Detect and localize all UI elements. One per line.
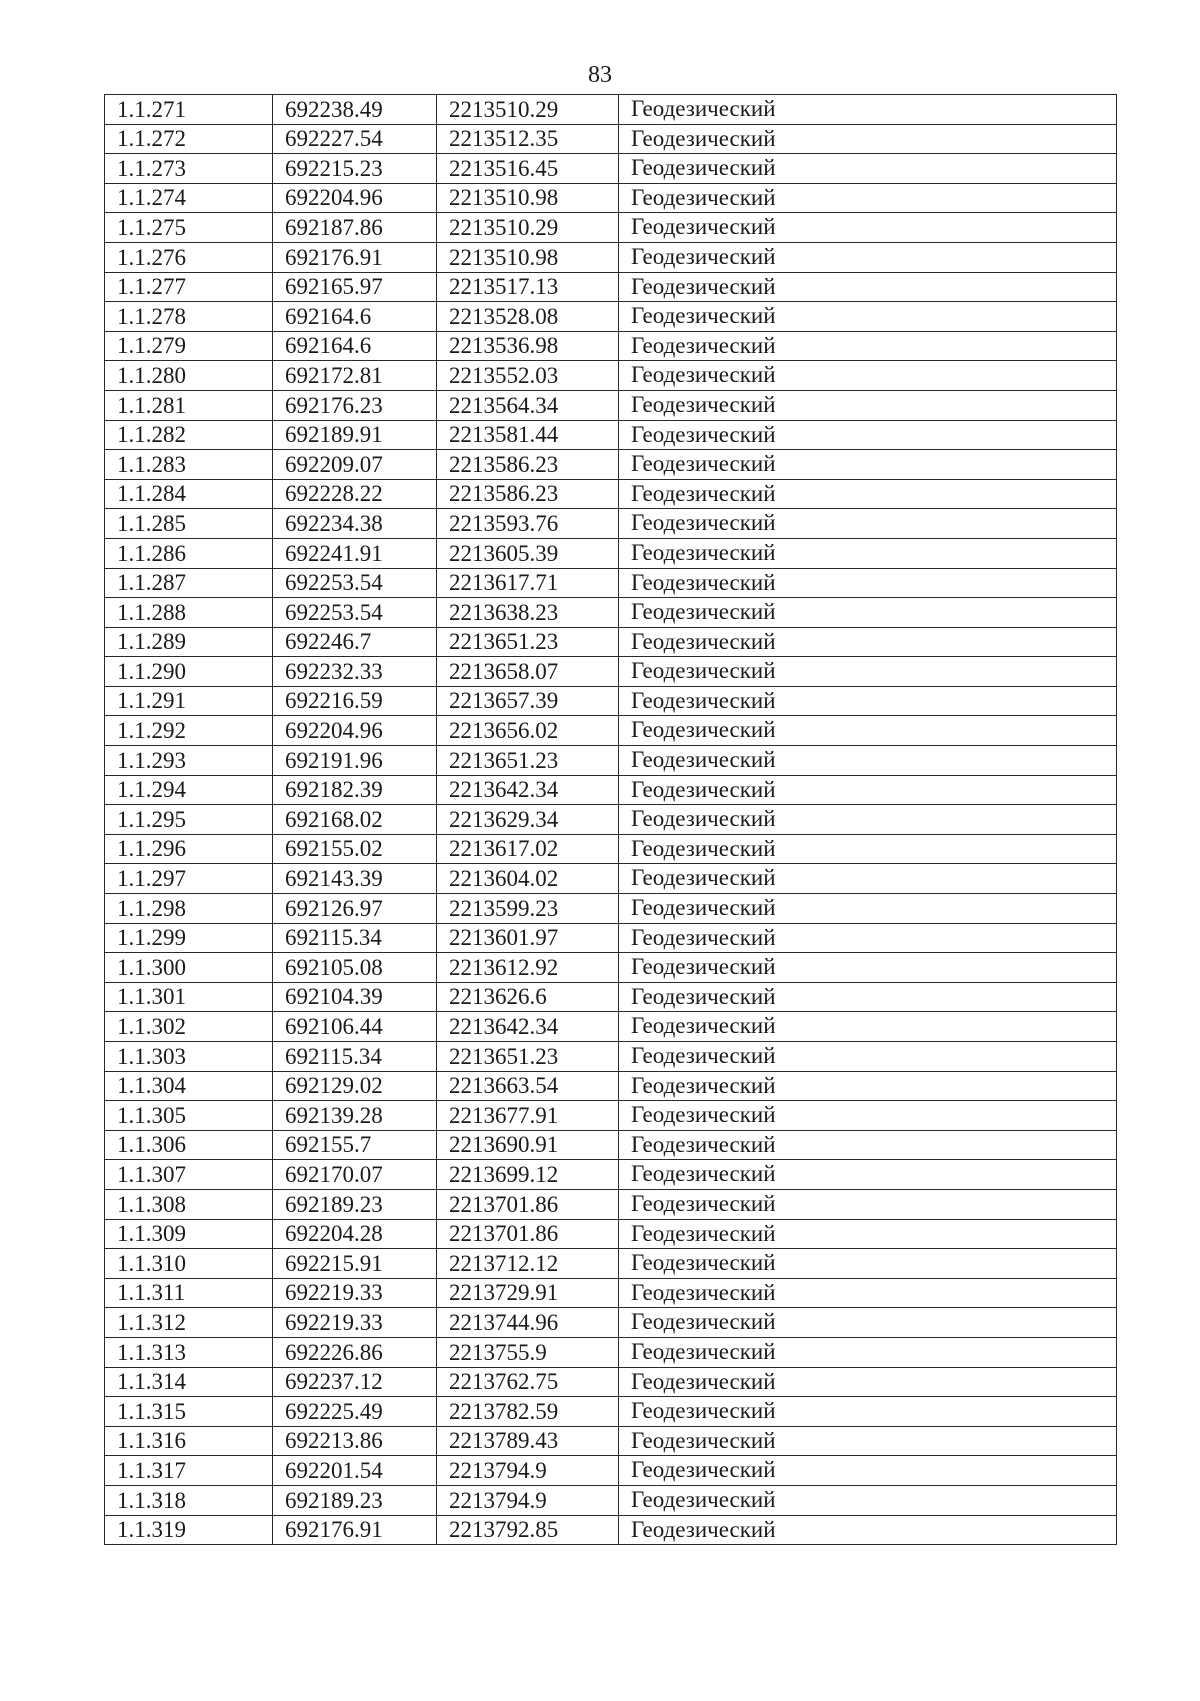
point-id-cell: 1.1.282 — [105, 420, 273, 450]
x-coordinate-cell: 692164.6 — [273, 302, 437, 332]
x-coordinate-cell: 692170.07 — [273, 1160, 437, 1190]
x-coordinate-cell: 692253.54 — [273, 598, 437, 628]
y-coordinate-cell: 2213617.71 — [437, 568, 619, 598]
point-id-cell: 1.1.317 — [105, 1456, 273, 1486]
point-id-cell: 1.1.306 — [105, 1130, 273, 1160]
method-cell: Геодезический — [619, 1426, 1117, 1456]
point-id-cell: 1.1.299 — [105, 923, 273, 953]
table-row — [105, 1308, 1117, 1338]
x-coordinate-cell: 692187.86 — [273, 213, 437, 243]
point-id-cell: 1.1.305 — [105, 1101, 273, 1131]
y-coordinate-cell: 2213701.86 — [437, 1189, 619, 1219]
y-coordinate-cell: 2213792.85 — [437, 1515, 619, 1545]
x-coordinate-cell: 692219.33 — [273, 1308, 437, 1338]
x-coordinate-cell: 692182.39 — [273, 775, 437, 805]
table-row — [105, 982, 1117, 1012]
y-coordinate-cell: 2213701.86 — [437, 1219, 619, 1249]
y-coordinate-cell: 2213663.54 — [437, 1071, 619, 1101]
method-cell: Геодезический — [619, 1219, 1117, 1249]
method-cell: Геодезический — [619, 450, 1117, 480]
point-id-cell: 1.1.274 — [105, 183, 273, 213]
x-coordinate-cell: 692155.7 — [273, 1130, 437, 1160]
x-coordinate-cell: 692139.28 — [273, 1101, 437, 1131]
x-coordinate-cell: 692106.44 — [273, 1012, 437, 1042]
x-coordinate-cell: 692213.86 — [273, 1426, 437, 1456]
y-coordinate-cell: 2213517.13 — [437, 272, 619, 302]
x-coordinate-cell: 692191.96 — [273, 746, 437, 776]
method-cell: Геодезический — [619, 124, 1117, 154]
y-coordinate-cell: 2213699.12 — [437, 1160, 619, 1190]
y-coordinate-cell: 2213651.23 — [437, 627, 619, 657]
point-id-cell: 1.1.296 — [105, 834, 273, 864]
y-coordinate-cell: 2213612.92 — [437, 953, 619, 983]
y-coordinate-cell: 2213617.02 — [437, 834, 619, 864]
x-coordinate-cell: 692115.34 — [273, 1042, 437, 1072]
x-coordinate-cell: 692215.91 — [273, 1249, 437, 1279]
y-coordinate-cell: 2213552.03 — [437, 361, 619, 391]
method-cell: Геодезический — [619, 1130, 1117, 1160]
y-coordinate-cell: 2213642.34 — [437, 775, 619, 805]
coordinates-table-container — [104, 94, 1116, 1545]
table-row — [105, 1515, 1117, 1545]
method-cell: Геодезический — [619, 982, 1117, 1012]
x-coordinate-cell: 692165.97 — [273, 272, 437, 302]
point-id-cell: 1.1.318 — [105, 1485, 273, 1515]
y-coordinate-cell: 2213629.34 — [437, 805, 619, 835]
table-row — [105, 450, 1117, 480]
y-coordinate-cell: 2213651.23 — [437, 1042, 619, 1072]
point-id-cell: 1.1.309 — [105, 1219, 273, 1249]
point-id-cell: 1.1.297 — [105, 864, 273, 894]
y-coordinate-cell: 2213536.98 — [437, 331, 619, 361]
point-id-cell: 1.1.279 — [105, 331, 273, 361]
method-cell: Геодезический — [619, 331, 1117, 361]
table-row — [105, 568, 1117, 598]
table-row — [105, 1485, 1117, 1515]
table-row — [105, 627, 1117, 657]
method-cell: Геодезический — [619, 923, 1117, 953]
method-cell: Геодезический — [619, 361, 1117, 391]
y-coordinate-cell: 2213605.39 — [437, 538, 619, 568]
method-cell: Геодезический — [619, 716, 1117, 746]
point-id-cell: 1.1.281 — [105, 390, 273, 420]
y-coordinate-cell: 2213789.43 — [437, 1426, 619, 1456]
x-coordinate-cell: 692176.91 — [273, 242, 437, 272]
x-coordinate-cell: 692172.81 — [273, 361, 437, 391]
table-row — [105, 1012, 1117, 1042]
method-cell: Геодезический — [619, 1189, 1117, 1219]
page-number: 83 — [588, 62, 612, 88]
y-coordinate-cell: 2213586.23 — [437, 450, 619, 480]
y-coordinate-cell: 2213564.34 — [437, 390, 619, 420]
method-cell: Геодезический — [619, 154, 1117, 184]
y-coordinate-cell: 2213601.97 — [437, 923, 619, 953]
method-cell: Геодезический — [619, 1485, 1117, 1515]
method-cell: Геодезический — [619, 686, 1117, 716]
point-id-cell: 1.1.313 — [105, 1337, 273, 1367]
x-coordinate-cell: 692126.97 — [273, 894, 437, 924]
y-coordinate-cell: 2213638.23 — [437, 598, 619, 628]
x-coordinate-cell: 692176.23 — [273, 390, 437, 420]
table-row — [105, 1426, 1117, 1456]
method-cell: Геодезический — [619, 1515, 1117, 1545]
method-cell: Геодезический — [619, 242, 1117, 272]
method-cell: Геодезический — [619, 775, 1117, 805]
point-id-cell: 1.1.271 — [105, 95, 273, 125]
y-coordinate-cell: 2213510.98 — [437, 183, 619, 213]
method-cell: Геодезический — [619, 657, 1117, 687]
method-cell: Геодезический — [619, 1456, 1117, 1486]
coordinates-table-body — [105, 95, 1117, 1545]
point-id-cell: 1.1.294 — [105, 775, 273, 805]
x-coordinate-cell: 692155.02 — [273, 834, 437, 864]
table-row — [105, 657, 1117, 687]
y-coordinate-cell: 2213794.9 — [437, 1485, 619, 1515]
point-id-cell: 1.1.275 — [105, 213, 273, 243]
point-id-cell: 1.1.290 — [105, 657, 273, 687]
x-coordinate-cell: 692234.38 — [273, 509, 437, 539]
x-coordinate-cell: 692189.23 — [273, 1189, 437, 1219]
table-row — [105, 1189, 1117, 1219]
y-coordinate-cell: 2213528.08 — [437, 302, 619, 332]
y-coordinate-cell: 2213755.9 — [437, 1337, 619, 1367]
x-coordinate-cell: 692204.96 — [273, 716, 437, 746]
table-row — [105, 124, 1117, 154]
point-id-cell: 1.1.319 — [105, 1515, 273, 1545]
point-id-cell: 1.1.310 — [105, 1249, 273, 1279]
method-cell: Геодезический — [619, 1337, 1117, 1367]
y-coordinate-cell: 2213651.23 — [437, 746, 619, 776]
x-coordinate-cell: 692225.49 — [273, 1397, 437, 1427]
y-coordinate-cell: 2213581.44 — [437, 420, 619, 450]
point-id-cell: 1.1.308 — [105, 1189, 273, 1219]
table-row — [105, 1042, 1117, 1072]
point-id-cell: 1.1.283 — [105, 450, 273, 480]
x-coordinate-cell: 692204.96 — [273, 183, 437, 213]
x-coordinate-cell: 692238.49 — [273, 95, 437, 125]
x-coordinate-cell: 692204.28 — [273, 1219, 437, 1249]
point-id-cell: 1.1.273 — [105, 154, 273, 184]
table-row — [105, 894, 1117, 924]
y-coordinate-cell: 2213604.02 — [437, 864, 619, 894]
table-row — [105, 746, 1117, 776]
table-row — [105, 805, 1117, 835]
table-row — [105, 242, 1117, 272]
x-coordinate-cell: 692129.02 — [273, 1071, 437, 1101]
x-coordinate-cell: 692104.39 — [273, 982, 437, 1012]
table-row — [105, 1456, 1117, 1486]
table-row — [105, 538, 1117, 568]
x-coordinate-cell: 692143.39 — [273, 864, 437, 894]
table-row — [105, 183, 1117, 213]
x-coordinate-cell: 692189.91 — [273, 420, 437, 450]
table-row — [105, 1337, 1117, 1367]
table-row — [105, 479, 1117, 509]
method-cell: Геодезический — [619, 479, 1117, 509]
table-row — [105, 716, 1117, 746]
point-id-cell: 1.1.277 — [105, 272, 273, 302]
method-cell: Геодезический — [619, 95, 1117, 125]
x-coordinate-cell: 692168.02 — [273, 805, 437, 835]
x-coordinate-cell: 692209.07 — [273, 450, 437, 480]
table-row — [105, 213, 1117, 243]
method-cell: Геодезический — [619, 302, 1117, 332]
method-cell: Геодезический — [619, 1042, 1117, 1072]
method-cell: Геодезический — [619, 213, 1117, 243]
table-row — [105, 95, 1117, 125]
table-row — [105, 1160, 1117, 1190]
y-coordinate-cell: 2213626.6 — [437, 982, 619, 1012]
x-coordinate-cell: 692246.7 — [273, 627, 437, 657]
y-coordinate-cell: 2213510.29 — [437, 213, 619, 243]
point-id-cell: 1.1.314 — [105, 1367, 273, 1397]
table-row — [105, 598, 1117, 628]
table-row — [105, 923, 1117, 953]
x-coordinate-cell: 692253.54 — [273, 568, 437, 598]
table-row — [105, 1278, 1117, 1308]
x-coordinate-cell: 692105.08 — [273, 953, 437, 983]
y-coordinate-cell: 2213677.91 — [437, 1101, 619, 1131]
point-id-cell: 1.1.295 — [105, 805, 273, 835]
x-coordinate-cell: 692226.86 — [273, 1337, 437, 1367]
table-row — [105, 834, 1117, 864]
table-row — [105, 775, 1117, 805]
x-coordinate-cell: 692215.23 — [273, 154, 437, 184]
method-cell: Геодезический — [619, 1101, 1117, 1131]
y-coordinate-cell: 2213599.23 — [437, 894, 619, 924]
y-coordinate-cell: 2213690.91 — [437, 1130, 619, 1160]
table-row — [105, 272, 1117, 302]
x-coordinate-cell: 692237.12 — [273, 1367, 437, 1397]
x-coordinate-cell: 692115.34 — [273, 923, 437, 953]
y-coordinate-cell: 2213656.02 — [437, 716, 619, 746]
method-cell: Геодезический — [619, 1397, 1117, 1427]
table-row — [105, 864, 1117, 894]
point-id-cell: 1.1.292 — [105, 716, 273, 746]
y-coordinate-cell: 2213510.29 — [437, 95, 619, 125]
point-id-cell: 1.1.272 — [105, 124, 273, 154]
table-row — [105, 361, 1117, 391]
x-coordinate-cell: 692201.54 — [273, 1456, 437, 1486]
table-row — [105, 1101, 1117, 1131]
method-cell: Геодезический — [619, 1249, 1117, 1279]
point-id-cell: 1.1.302 — [105, 1012, 273, 1042]
table-row — [105, 1130, 1117, 1160]
table-row — [105, 509, 1117, 539]
x-coordinate-cell: 692232.33 — [273, 657, 437, 687]
point-id-cell: 1.1.312 — [105, 1308, 273, 1338]
method-cell: Геодезический — [619, 1308, 1117, 1338]
y-coordinate-cell: 2213658.07 — [437, 657, 619, 687]
method-cell: Геодезический — [619, 1071, 1117, 1101]
method-cell: Геодезический — [619, 1278, 1117, 1308]
x-coordinate-cell: 692164.6 — [273, 331, 437, 361]
method-cell: Геодезический — [619, 420, 1117, 450]
y-coordinate-cell: 2213586.23 — [437, 479, 619, 509]
point-id-cell: 1.1.284 — [105, 479, 273, 509]
point-id-cell: 1.1.289 — [105, 627, 273, 657]
table-row — [105, 302, 1117, 332]
table-row — [105, 686, 1117, 716]
table-row — [105, 1367, 1117, 1397]
y-coordinate-cell: 2213744.96 — [437, 1308, 619, 1338]
y-coordinate-cell: 2213762.75 — [437, 1367, 619, 1397]
point-id-cell: 1.1.288 — [105, 598, 273, 628]
table-row — [105, 420, 1117, 450]
point-id-cell: 1.1.300 — [105, 953, 273, 983]
point-id-cell: 1.1.311 — [105, 1278, 273, 1308]
x-coordinate-cell: 692176.91 — [273, 1515, 437, 1545]
point-id-cell: 1.1.285 — [105, 509, 273, 539]
y-coordinate-cell: 2213516.45 — [437, 154, 619, 184]
method-cell: Геодезический — [619, 953, 1117, 983]
method-cell: Геодезический — [619, 390, 1117, 420]
y-coordinate-cell: 2213794.9 — [437, 1456, 619, 1486]
point-id-cell: 1.1.303 — [105, 1042, 273, 1072]
x-coordinate-cell: 692219.33 — [273, 1278, 437, 1308]
x-coordinate-cell: 692228.22 — [273, 479, 437, 509]
x-coordinate-cell: 692216.59 — [273, 686, 437, 716]
point-id-cell: 1.1.307 — [105, 1160, 273, 1190]
point-id-cell: 1.1.287 — [105, 568, 273, 598]
table-row — [105, 390, 1117, 420]
point-id-cell: 1.1.301 — [105, 982, 273, 1012]
table-row — [105, 154, 1117, 184]
method-cell: Геодезический — [619, 598, 1117, 628]
method-cell: Геодезический — [619, 746, 1117, 776]
x-coordinate-cell: 692189.23 — [273, 1485, 437, 1515]
y-coordinate-cell: 2213642.34 — [437, 1012, 619, 1042]
x-coordinate-cell: 692227.54 — [273, 124, 437, 154]
method-cell: Геодезический — [619, 509, 1117, 539]
method-cell: Геодезический — [619, 834, 1117, 864]
point-id-cell: 1.1.315 — [105, 1397, 273, 1427]
point-id-cell: 1.1.298 — [105, 894, 273, 924]
table-row — [105, 953, 1117, 983]
y-coordinate-cell: 2213782.59 — [437, 1397, 619, 1427]
method-cell: Геодезический — [619, 183, 1117, 213]
method-cell: Геодезический — [619, 568, 1117, 598]
method-cell: Геодезический — [619, 805, 1117, 835]
y-coordinate-cell: 2213512.35 — [437, 124, 619, 154]
table-row — [105, 1219, 1117, 1249]
table-row — [105, 1397, 1117, 1427]
x-coordinate-cell: 692241.91 — [273, 538, 437, 568]
method-cell: Геодезический — [619, 1160, 1117, 1190]
method-cell: Геодезический — [619, 864, 1117, 894]
point-id-cell: 1.1.304 — [105, 1071, 273, 1101]
point-id-cell: 1.1.291 — [105, 686, 273, 716]
point-id-cell: 1.1.316 — [105, 1426, 273, 1456]
point-id-cell: 1.1.293 — [105, 746, 273, 776]
method-cell: Геодезический — [619, 1367, 1117, 1397]
method-cell: Геодезический — [619, 894, 1117, 924]
method-cell: Геодезический — [619, 1012, 1117, 1042]
method-cell: Геодезический — [619, 272, 1117, 302]
point-id-cell: 1.1.276 — [105, 242, 273, 272]
method-cell: Геодезический — [619, 538, 1117, 568]
coordinates-table — [104, 94, 1117, 1545]
method-cell: Геодезический — [619, 627, 1117, 657]
y-coordinate-cell: 2213729.91 — [437, 1278, 619, 1308]
table-row — [105, 331, 1117, 361]
table-row — [105, 1249, 1117, 1279]
point-id-cell: 1.1.278 — [105, 302, 273, 332]
y-coordinate-cell: 2213657.39 — [437, 686, 619, 716]
y-coordinate-cell: 2213712.12 — [437, 1249, 619, 1279]
y-coordinate-cell: 2213510.98 — [437, 242, 619, 272]
point-id-cell: 1.1.286 — [105, 538, 273, 568]
y-coordinate-cell: 2213593.76 — [437, 509, 619, 539]
table-row — [105, 1071, 1117, 1101]
point-id-cell: 1.1.280 — [105, 361, 273, 391]
